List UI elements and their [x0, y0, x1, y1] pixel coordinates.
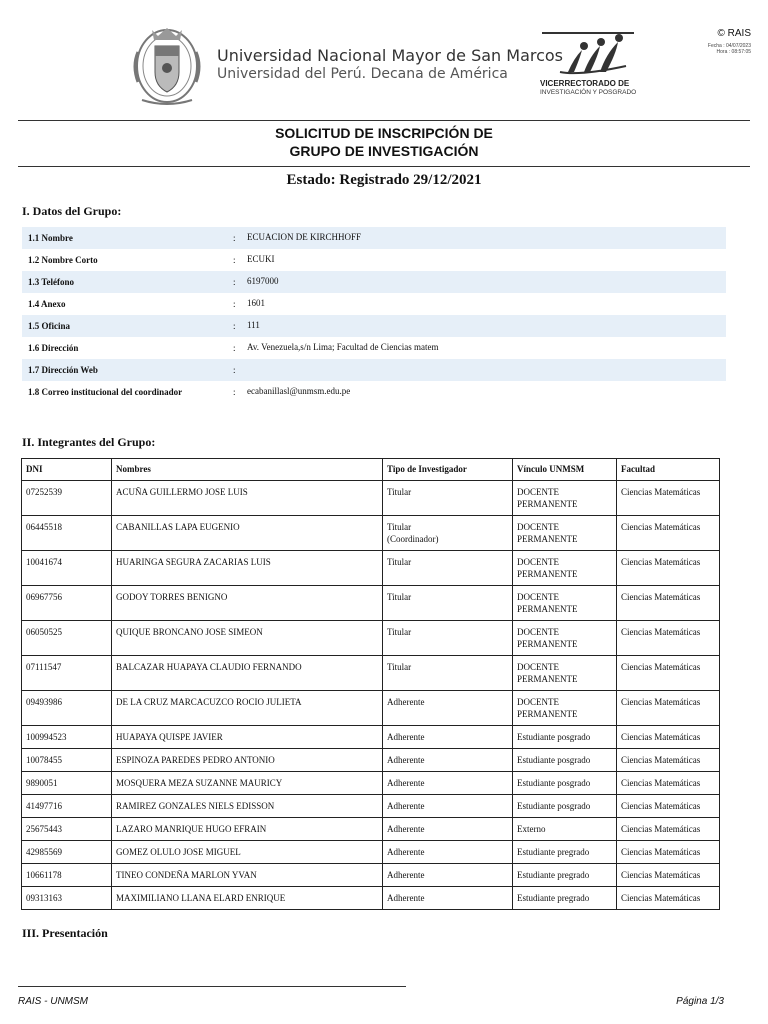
- cell-vinculo-text: DOCENTE: [517, 627, 559, 637]
- cell-nombres: [112, 691, 383, 726]
- datos-colon: :: [233, 233, 236, 243]
- cell-facultad-text: Ciencias Matemáticas: [621, 778, 701, 788]
- cell-facultad: [617, 516, 720, 551]
- university-seal-icon: [128, 22, 206, 106]
- table-row: [22, 795, 720, 818]
- cell-vinculo-text: PERMANENTE: [517, 604, 578, 614]
- table-row: [22, 749, 720, 772]
- cell-facultad-text: Ciencias Matemáticas: [621, 847, 701, 857]
- cell-tipo-text: Adherente: [387, 870, 425, 880]
- page-number: Página 1/3: [676, 996, 724, 1007]
- cell-tipo: [383, 586, 513, 621]
- datos-colon: :: [233, 255, 236, 265]
- datos-row: [22, 359, 726, 381]
- cell-vinculo: [513, 772, 617, 795]
- datos-row: [22, 249, 726, 271]
- cell-facultad: [617, 749, 720, 772]
- cell-facultad-text: Ciencias Matemáticas: [621, 755, 701, 765]
- cell-vinculo: [513, 795, 617, 818]
- cell-tipo: [383, 772, 513, 795]
- cell-dni: [22, 481, 112, 516]
- table-row: [22, 841, 720, 864]
- cell-facultad-text: Ciencias Matemáticas: [621, 557, 701, 567]
- cell-tipo-text: Adherente: [387, 847, 425, 857]
- cell-tipo-text: (Coordinador): [387, 534, 439, 544]
- cell-nombres: [112, 586, 383, 621]
- table-row: [22, 864, 720, 887]
- cell-facultad: [617, 691, 720, 726]
- cell-tipo: [383, 818, 513, 841]
- cell-facultad: [617, 621, 720, 656]
- document-title-line2: GRUPO DE INVESTIGACIÓN: [289, 143, 479, 159]
- cell-vinculo-text: DOCENTE: [517, 487, 559, 497]
- column-header-dni: DNI: [22, 459, 112, 481]
- datos-colon: :: [233, 343, 236, 353]
- cell-nombres: [112, 621, 383, 656]
- cell-vinculo: [513, 656, 617, 691]
- section-integrantes-title: II. Integrantes del Grupo:: [22, 435, 156, 449]
- section-datos-title: I. Datos del Grupo:: [22, 204, 122, 218]
- cell-tipo: [383, 795, 513, 818]
- cell-facultad: [617, 887, 720, 910]
- cell-dni-text: 25675443: [26, 824, 62, 834]
- cell-vinculo-text: DOCENTE: [517, 592, 559, 602]
- datos-colon: :: [233, 321, 236, 331]
- cell-tipo: [383, 864, 513, 887]
- cell-tipo-text: Adherente: [387, 824, 425, 834]
- datos-row: [22, 293, 726, 315]
- datos-label: 1.1 Nombre: [28, 233, 73, 243]
- column-header-vinculo: Vínculo UNMSM: [513, 459, 617, 481]
- cell-tipo-text: Titular: [387, 662, 412, 672]
- cell-facultad: [617, 864, 720, 887]
- datos-value: 111: [247, 320, 260, 330]
- cell-facultad: [617, 726, 720, 749]
- cell-dni-text: 42985569: [26, 847, 62, 857]
- cell-vinculo-text: DOCENTE: [517, 662, 559, 672]
- cell-nombres-text: CABANILLAS LAPA EUGENIO: [116, 522, 240, 532]
- cell-nombres-text: TINEO CONDEÑA MARLON YVAN: [116, 870, 257, 880]
- cell-tipo-text: Adherente: [387, 893, 425, 903]
- cell-nombres: [112, 726, 383, 749]
- cell-tipo-text: Titular: [387, 487, 412, 497]
- cell-dni-text: 09493986: [26, 697, 62, 707]
- cell-dni: [22, 795, 112, 818]
- table-header-row: [22, 459, 720, 481]
- table-row: [22, 621, 720, 656]
- cell-dni-text: 9890051: [26, 778, 58, 788]
- cell-dni: [22, 516, 112, 551]
- table-row: [22, 481, 720, 516]
- datos-value: ecabanillasl@unmsm.edu.pe: [247, 386, 351, 396]
- datos-label: 1.7 Dirección Web: [28, 365, 98, 375]
- datos-row: [22, 381, 726, 403]
- cell-vinculo-text: Estudiante pregrado: [517, 893, 590, 903]
- cell-dni-text: 07111547: [26, 662, 62, 672]
- table-row: [22, 516, 720, 551]
- cell-dni: [22, 749, 112, 772]
- cell-nombres-text: BALCAZAR HUAPAYA CLAUDIO FERNANDO: [116, 662, 302, 672]
- cell-dni: [22, 887, 112, 910]
- datos-value: 1601: [247, 298, 265, 308]
- cell-vinculo-text: DOCENTE: [517, 697, 559, 707]
- cell-nombres: [112, 516, 383, 551]
- cell-facultad-text: Ciencias Matemáticas: [621, 662, 701, 672]
- cell-vinculo: [513, 551, 617, 586]
- cell-facultad-text: Ciencias Matemáticas: [621, 801, 701, 811]
- cell-dni-text: 06445518: [26, 522, 62, 532]
- cell-tipo: [383, 621, 513, 656]
- column-header-tipo: Tipo de Investigador: [383, 459, 513, 481]
- cell-nombres-text: ACUÑA GUILLERMO JOSE LUIS: [116, 487, 248, 497]
- cell-nombres-text: GOMEZ OLULO JOSE MIGUEL: [116, 847, 241, 857]
- cell-dni: [22, 691, 112, 726]
- cell-vinculo-text: DOCENTE: [517, 557, 559, 567]
- cell-nombres: [112, 481, 383, 516]
- cell-dni-text: 10041674: [26, 557, 62, 567]
- cell-vinculo: [513, 887, 617, 910]
- table-row: [22, 656, 720, 691]
- cell-vinculo-text: Estudiante posgrado: [517, 755, 591, 765]
- cell-facultad: [617, 818, 720, 841]
- cell-dni: [22, 726, 112, 749]
- cell-vinculo-text: Estudiante pregrado: [517, 870, 590, 880]
- vicerrectorado-title: VICERRECTORADO DE: [540, 79, 630, 88]
- cell-facultad-text: Ciencias Matemáticas: [621, 697, 701, 707]
- cell-vinculo: [513, 481, 617, 516]
- cell-nombres: [112, 749, 383, 772]
- cell-facultad-text: Ciencias Matemáticas: [621, 627, 701, 637]
- cell-nombres: [112, 818, 383, 841]
- cell-vinculo-text: PERMANENTE: [517, 709, 578, 719]
- vicerrectorado-logo-icon: [538, 30, 638, 78]
- status-text: Estado: Registrado 29/12/2021: [286, 172, 482, 188]
- cell-vinculo-text: Externo: [517, 824, 546, 834]
- cell-dni: [22, 586, 112, 621]
- cell-nombres-text: LAZARO MANRIQUE HUGO EFRAIN: [116, 824, 267, 834]
- datos-label: 1.5 Oficina: [28, 321, 70, 331]
- cell-nombres-text: MAXIMILIANO LLANA ELARD ENRIQUE: [116, 893, 286, 903]
- datos-value: 6197000: [247, 276, 279, 286]
- table-row: [22, 887, 720, 910]
- datos-colon: :: [233, 387, 236, 397]
- cell-tipo-text: Titular: [387, 627, 412, 637]
- cell-nombres-text: HUARINGA SEGURA ZACARIAS LUIS: [116, 557, 271, 567]
- cell-tipo: [383, 887, 513, 910]
- cell-vinculo-text: PERMANENTE: [517, 534, 578, 544]
- datos-row: [22, 227, 726, 249]
- cell-vinculo: [513, 586, 617, 621]
- cell-vinculo-text: PERMANENTE: [517, 569, 578, 579]
- table-row: [22, 551, 720, 586]
- cell-dni-text: 06050525: [26, 627, 62, 637]
- datos-label: 1.2 Nombre Corto: [28, 255, 98, 265]
- cell-facultad: [617, 481, 720, 516]
- cell-nombres-text: MOSQUERA MEZA SUZANNE MAURICY: [116, 778, 283, 788]
- rais-mark: © RAIS: [717, 28, 751, 39]
- datos-row: [22, 337, 726, 359]
- cell-dni-text: 07252539: [26, 487, 62, 497]
- cell-vinculo: [513, 864, 617, 887]
- cell-dni: [22, 656, 112, 691]
- cell-vinculo: [513, 841, 617, 864]
- cell-tipo: [383, 726, 513, 749]
- cell-dni-text: 41497716: [26, 801, 62, 811]
- datos-colon: :: [233, 277, 236, 287]
- integrantes-table: [21, 458, 720, 910]
- cell-tipo-text: Titular: [387, 522, 412, 532]
- datos-row: [22, 315, 726, 337]
- print-date: Fecha : 04/07/2023: [707, 43, 751, 49]
- cell-nombres-text: ESPINOZA PAREDES PEDRO ANTONIO: [116, 755, 275, 765]
- cell-tipo-text: Adherente: [387, 778, 425, 788]
- cell-dni-text: 100994523: [26, 732, 67, 742]
- cell-facultad: [617, 586, 720, 621]
- footer-divider: [18, 986, 406, 987]
- university-subtitle: Universidad del Perú. Decana de América: [217, 66, 508, 82]
- cell-facultad: [617, 795, 720, 818]
- cell-vinculo-text: Estudiante posgrado: [517, 732, 591, 742]
- datos-value: ECUACION DE KIRCHHOFF: [247, 232, 362, 242]
- cell-facultad-text: Ciencias Matemáticas: [621, 732, 701, 742]
- cell-nombres: [112, 772, 383, 795]
- cell-dni-text: 09313163: [26, 893, 62, 903]
- datos-label: 1.4 Anexo: [28, 299, 66, 309]
- cell-nombres: [112, 841, 383, 864]
- cell-vinculo: [513, 726, 617, 749]
- cell-dni: [22, 772, 112, 795]
- cell-facultad-text: Ciencias Matemáticas: [621, 592, 701, 602]
- cell-dni: [22, 551, 112, 586]
- vicerrectorado-subtitle: INVESTIGACIÓN Y POSGRADO: [540, 89, 637, 96]
- table-row: [22, 726, 720, 749]
- datos-grupo-table: [22, 227, 726, 403]
- datos-colon: :: [233, 299, 236, 309]
- section-presentacion-title: III. Presentación: [22, 926, 108, 940]
- cell-facultad: [617, 656, 720, 691]
- cell-vinculo: [513, 749, 617, 772]
- cell-facultad-text: Ciencias Matemáticas: [621, 824, 701, 834]
- cell-facultad-text: Ciencias Matemáticas: [621, 870, 701, 880]
- cell-tipo: [383, 481, 513, 516]
- cell-tipo-text: Adherente: [387, 732, 425, 742]
- cell-tipo: [383, 551, 513, 586]
- cell-vinculo: [513, 691, 617, 726]
- cell-dni: [22, 864, 112, 887]
- datos-label: 1.3 Teléfono: [28, 277, 75, 287]
- cell-dni: [22, 818, 112, 841]
- cell-facultad-text: Ciencias Matemáticas: [621, 522, 701, 532]
- cell-dni-text: 06967756: [26, 592, 62, 602]
- datos-row: [22, 271, 726, 293]
- cell-tipo-text: Titular: [387, 592, 412, 602]
- cell-vinculo-text: Estudiante pregrado: [517, 847, 590, 857]
- cell-dni-text: 10661178: [26, 870, 62, 880]
- cell-tipo: [383, 516, 513, 551]
- datos-colon: :: [233, 365, 236, 375]
- cell-vinculo-text: PERMANENTE: [517, 674, 578, 684]
- cell-nombres-text: GODOY TORRES BENIGNO: [116, 592, 228, 602]
- print-time: Hora : 08:57:05: [716, 49, 751, 55]
- cell-nombres-text: HUAPAYA QUISPE JAVIER: [116, 732, 223, 742]
- cell-tipo-text: Adherente: [387, 755, 425, 765]
- cell-vinculo: [513, 621, 617, 656]
- cell-dni: [22, 621, 112, 656]
- page-header: [0, 0, 768, 118]
- datos-label: 1.6 Dirección: [28, 343, 79, 353]
- cell-nombres: [112, 551, 383, 586]
- cell-facultad: [617, 551, 720, 586]
- cell-nombres: [112, 887, 383, 910]
- cell-nombres-text: QUIQUE BRONCANO JOSE SIMEON: [116, 627, 263, 637]
- university-name: Universidad Nacional Mayor de San Marcos: [217, 46, 564, 65]
- cell-tipo: [383, 749, 513, 772]
- cell-nombres: [112, 795, 383, 818]
- table-row: [22, 818, 720, 841]
- cell-tipo-text: Adherente: [387, 801, 425, 811]
- title-divider: [18, 166, 750, 167]
- cell-tipo: [383, 841, 513, 864]
- header-divider: [18, 120, 750, 121]
- cell-nombres-text: DE LA CRUZ MARCACUZCO ROCIO JULIETA: [116, 697, 302, 707]
- footer-source: RAIS - UNMSM: [18, 996, 88, 1007]
- cell-vinculo-text: Estudiante posgrado: [517, 801, 591, 811]
- cell-tipo-text: Titular: [387, 557, 412, 567]
- cell-facultad: [617, 772, 720, 795]
- cell-facultad: [617, 841, 720, 864]
- cell-facultad-text: Ciencias Matemáticas: [621, 487, 701, 497]
- table-row: [22, 586, 720, 621]
- cell-tipo: [383, 691, 513, 726]
- datos-label: 1.8 Correo institucional del coordinador: [28, 387, 183, 397]
- cell-nombres-text: RAMIREZ GONZALES NIELS EDISSON: [116, 801, 275, 811]
- cell-dni: [22, 841, 112, 864]
- cell-vinculo-text: PERMANENTE: [517, 639, 578, 649]
- cell-vinculo: [513, 818, 617, 841]
- cell-nombres: [112, 864, 383, 887]
- table-row: [22, 772, 720, 795]
- cell-vinculo-text: DOCENTE: [517, 522, 559, 532]
- cell-nombres: [112, 656, 383, 691]
- cell-vinculo-text: PERMANENTE: [517, 499, 578, 509]
- cell-tipo: [383, 656, 513, 691]
- document-title-line1: SOLICITUD DE INSCRIPCIÓN DE: [275, 125, 493, 141]
- cell-vinculo: [513, 516, 617, 551]
- datos-value: ECUKI: [247, 254, 275, 264]
- table-row: [22, 691, 720, 726]
- integrantes-table-body: [22, 481, 720, 910]
- datos-value: Av. Venezuela,s/n Lima; Facultad de Ciencias matem: [247, 342, 439, 352]
- cell-vinculo-text: Estudiante posgrado: [517, 778, 591, 788]
- cell-facultad-text: Ciencias Matemáticas: [621, 893, 701, 903]
- column-header-nombres: Nombres: [112, 459, 383, 481]
- column-header-facultad: Facultad: [617, 459, 720, 481]
- cell-dni-text: 10078455: [26, 755, 62, 765]
- cell-tipo-text: Adherente: [387, 697, 425, 707]
